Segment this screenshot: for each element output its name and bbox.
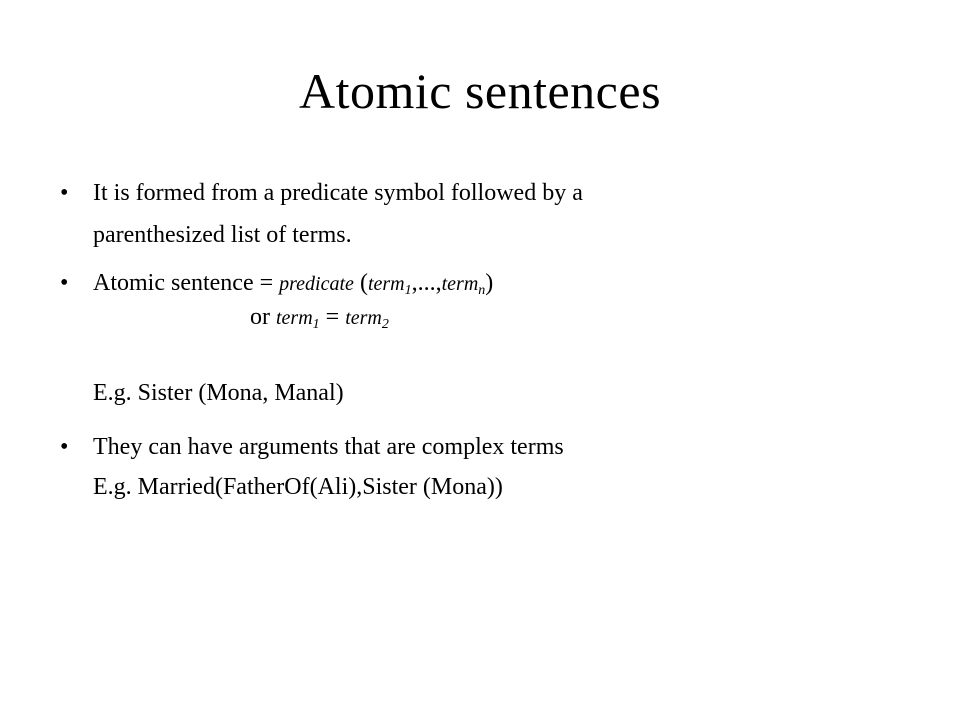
or-word: or	[250, 304, 276, 330]
bullet3-line1: They can have arguments that are complex terms	[93, 434, 564, 460]
bullet-icon: •	[60, 434, 69, 460]
formula-ellipsis: ,...,	[411, 270, 442, 296]
bullet3-example: E.g. Married(FatherOf(Ali),Sister (Mona))	[93, 474, 503, 500]
formula-close: )	[485, 270, 494, 296]
bullet1-line1: It is formed from a predicate symbol followed by a	[93, 180, 583, 206]
bullet2-example: E.g. Sister (Mona, Manal)	[93, 380, 344, 406]
bullet2-or-line	[250, 302, 389, 334]
eq-term-a: term	[276, 307, 313, 329]
eq-sub-a: 1	[312, 317, 320, 332]
eq-sub-b: 2	[381, 317, 389, 332]
formula-term-n: term	[441, 273, 479, 295]
formula-sub-n: n	[478, 283, 486, 298]
eq-equals: =	[319, 304, 346, 330]
formula-open: (	[353, 270, 368, 296]
slide-title: Atomic sentences	[298, 63, 662, 119]
bullet-icon: •	[60, 180, 69, 206]
bullet1-line2: parenthesized list of terms.	[93, 222, 352, 248]
formula-sub1: 1	[404, 283, 412, 298]
bullet-icon: •	[60, 270, 69, 296]
formula-term: term	[367, 273, 405, 295]
eq-term-b: term	[345, 307, 382, 329]
formula-lead: Atomic sentence =	[93, 270, 280, 296]
bullet2-formula	[93, 268, 493, 300]
formula-predicate: predicate	[279, 273, 354, 295]
